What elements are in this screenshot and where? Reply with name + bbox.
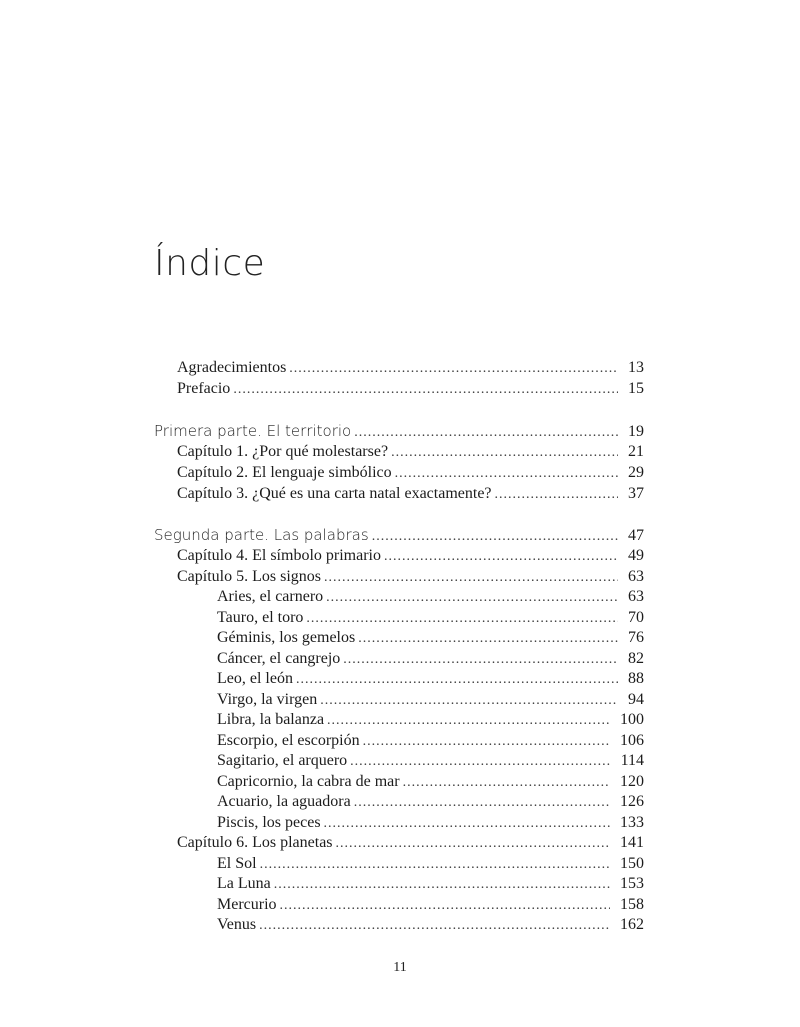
- dot-leader: [274, 877, 610, 893]
- dot-leader: [372, 529, 618, 545]
- toc-entry-label: Escorpio, el escorpión: [217, 732, 360, 749]
- toc-entry-label: Virgo, la virgen: [217, 691, 318, 708]
- toc-part-entry: [154, 422, 644, 442]
- toc-subentry: [217, 670, 644, 690]
- toc-page-number: 158: [620, 896, 644, 913]
- toc-subentry: [217, 711, 644, 731]
- toc-page-number: 82: [628, 650, 644, 667]
- dot-leader: [324, 570, 618, 586]
- toc-entry-label: Segunda parte. Las palabras: [154, 526, 369, 544]
- toc-page-number: 114: [620, 752, 644, 769]
- toc-entry-label: Géminis, los gemelos: [217, 629, 356, 646]
- toc-page-number: 88: [628, 670, 644, 687]
- dot-leader: [260, 857, 610, 873]
- toc-subentry: [217, 773, 644, 793]
- toc-entry: [177, 568, 644, 588]
- toc-entry-label: Capítulo 2. El lenguaje simbólico: [177, 464, 392, 481]
- toc-subentry: [217, 609, 644, 629]
- toc-entry-label: Capítulo 5. Los signos: [177, 568, 322, 585]
- toc-entry-label: Primera parte. El territorio: [154, 422, 352, 440]
- toc-page-number: 133: [620, 814, 644, 831]
- toc-entry-label: Mercurio: [217, 896, 277, 913]
- dot-leader: [324, 816, 610, 832]
- toc-subentry: [217, 629, 644, 649]
- toc-page-number: 49: [628, 547, 644, 564]
- dot-leader: [306, 611, 618, 627]
- toc-entry-label: Prefacio: [177, 380, 231, 397]
- dot-leader: [327, 713, 610, 729]
- toc-entry-label: Tauro, el toro: [217, 609, 304, 626]
- toc-page-number: 76: [628, 629, 644, 646]
- toc-entry: [177, 485, 644, 505]
- toc-page-number: 63: [628, 568, 644, 585]
- toc-page-number: 15: [628, 380, 644, 397]
- toc-page-number: 19: [628, 423, 644, 440]
- toc-page-number: 141: [620, 834, 644, 851]
- toc-entry-label: Sagitario, el arquero: [217, 752, 348, 769]
- dot-leader: [395, 466, 618, 482]
- dot-leader: [350, 754, 610, 770]
- toc-entry-label: La Luna: [217, 875, 271, 892]
- toc-entry-label: Aries, el carnero: [217, 588, 324, 605]
- toc-entry-label: Acuario, la aguadora: [217, 793, 351, 810]
- toc-page-number: 150: [620, 855, 644, 872]
- toc-page-number: 21: [628, 443, 644, 460]
- dot-leader: [233, 382, 618, 398]
- toc-entry-label: Libra, la balanza: [217, 711, 325, 728]
- toc-page-number: 100: [620, 711, 644, 728]
- page-number: 11: [393, 960, 407, 975]
- toc-subentry: [217, 896, 644, 916]
- toc-entry: [177, 380, 644, 400]
- toc-subentry: [217, 875, 644, 895]
- toc-page-number: 29: [628, 464, 644, 481]
- dot-leader: [354, 795, 610, 811]
- dot-leader: [495, 487, 618, 503]
- toc-entry-label: Leo, el león: [217, 670, 293, 687]
- toc-entry-label: Capítulo 4. El símbolo primario: [177, 547, 381, 564]
- toc-page-number: 70: [628, 609, 644, 626]
- toc-subentry: [217, 752, 644, 772]
- toc-entry: [177, 834, 644, 854]
- dot-leader: [391, 445, 618, 461]
- toc-subentry: [217, 814, 644, 834]
- toc-entry-label: Capítulo 6. Los planetas: [177, 834, 333, 851]
- toc-entry-label: Piscis, los peces: [217, 814, 321, 831]
- toc-entry: [177, 547, 644, 567]
- toc-subentry: [217, 916, 644, 936]
- toc-page-number: 120: [620, 773, 644, 790]
- toc-page-number: 126: [620, 793, 644, 810]
- dot-leader: [326, 590, 618, 606]
- dot-leader: [358, 631, 618, 647]
- toc-subentry: [217, 691, 644, 711]
- dot-leader: [289, 361, 618, 377]
- toc-page-number: 13: [628, 359, 644, 376]
- toc-subentry: [217, 855, 644, 875]
- page-title: Índice: [154, 243, 266, 285]
- dot-leader: [343, 652, 618, 668]
- toc-subentry: [217, 650, 644, 670]
- dot-leader: [354, 425, 618, 441]
- toc-entry-label: Agradecimientos: [177, 359, 287, 376]
- dot-leader: [296, 672, 618, 688]
- toc-page-number: 47: [628, 527, 644, 544]
- toc-page-number: 153: [620, 875, 644, 892]
- toc-page-number: 162: [620, 916, 644, 933]
- dot-leader: [259, 918, 610, 934]
- toc-page-number: 37: [628, 485, 644, 502]
- toc-entry: [177, 443, 644, 463]
- toc-entry-label: Capítulo 3. ¿Qué es una carta natal exactamente?: [177, 485, 492, 502]
- toc-page-number: 106: [620, 732, 644, 749]
- dot-leader: [320, 693, 618, 709]
- toc-subentry: [217, 732, 644, 752]
- toc-page-number: 94: [628, 691, 644, 708]
- toc-entry-label: Venus: [217, 916, 257, 933]
- toc-entry-label: Capricornio, la cabra de mar: [217, 773, 400, 790]
- toc-entry-label: Cáncer, el cangrejo: [217, 650, 341, 667]
- toc-entry: [177, 464, 644, 484]
- toc-entry-label: El Sol: [217, 855, 257, 872]
- toc-subentry: [217, 793, 644, 813]
- dot-leader: [363, 734, 610, 750]
- toc-entry-label: Capítulo 1. ¿Por qué molestarse?: [177, 443, 389, 460]
- toc-entry: [177, 359, 644, 379]
- toc-subentry: [217, 588, 644, 608]
- toc-page-number: 63: [628, 588, 644, 605]
- dot-leader: [403, 775, 610, 791]
- dot-leader: [280, 898, 610, 914]
- dot-leader: [336, 836, 610, 852]
- dot-leader: [384, 549, 618, 565]
- toc-part-entry: [154, 526, 644, 546]
